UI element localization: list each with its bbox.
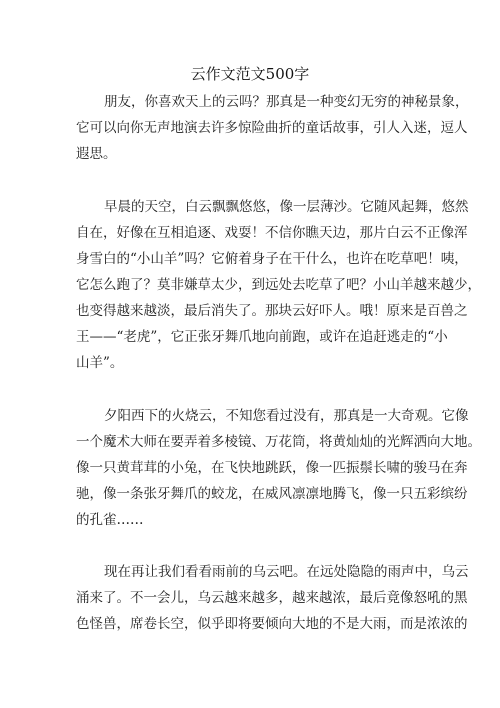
paragraph-line: 的孔雀…… [76,512,144,528]
paragraph-line: 朋友，你喜欢天上的云吗？那真是一种变幻无穷的神秘景象， [104,94,469,110]
paragraph-line: 也变得越来越淡，最后消失了。那块云好吓人。哦！原来是百兽之 [76,303,468,319]
paragraph-line: 像一只黄茸茸的小兔，在飞快地跳跃，像一匹振鬃长啸的骏马在奔 [76,460,468,476]
paragraph-line: 现在再让我们看看雨前的乌云吧。在远处隐隐的雨声中，乌云 [104,564,469,580]
paragraph-line: 涌来了。不一会儿，乌云越来越多，越来越浓，最后竟像怒吼的黑 [76,590,468,606]
paragraph-line: 色怪兽，席卷长空，似乎即将要倾向大地的不是大雨，而是浓浓的 [76,616,468,632]
document-title: 云作文范文500字 [190,65,310,83]
paragraph-line: 它可以向你无声地演去许多惊险曲折的童话故事，引人入迷，逗人 [76,120,468,136]
paragraph-line: 夕阳西下的火烧云，不知您看过没有，那真是一大奇观。它像 [104,408,469,424]
paragraph-line: 一个魔术大师在要弄着多棱镜、万花筒，将黄灿灿的光辉洒向大地。 [76,434,481,450]
paragraph-line: 遐思。 [76,146,117,162]
paragraph-line: 身雪白的“小山羊”吗？它俯着身子在干什么，也许在吃草吧！咦， [76,251,468,267]
paragraph-line: 驰，像一条张牙舞爪的蛟龙，在威风凛凛地腾飞，像一只五彩缤纷 [76,486,468,502]
paragraph-line: 它怎么跑了？莫非嫌草太少，到远处去吃草了吧？小山羊越来越少， [76,277,481,293]
paragraph-line: 山羊”。 [76,355,124,371]
paragraph-line: 自在，好像在互相追逐、戏耍！不信你瞧天边，那片白云不正像浑 [76,225,468,241]
paragraph-line: 早晨的天空，白云飘飘悠悠，像一层薄沙。它随风起舞，悠然 [104,199,469,215]
paragraph-line: 王——“老虎”，它正张牙舞爪地向前跑，或许在追赶逃走的“小 [76,329,448,345]
